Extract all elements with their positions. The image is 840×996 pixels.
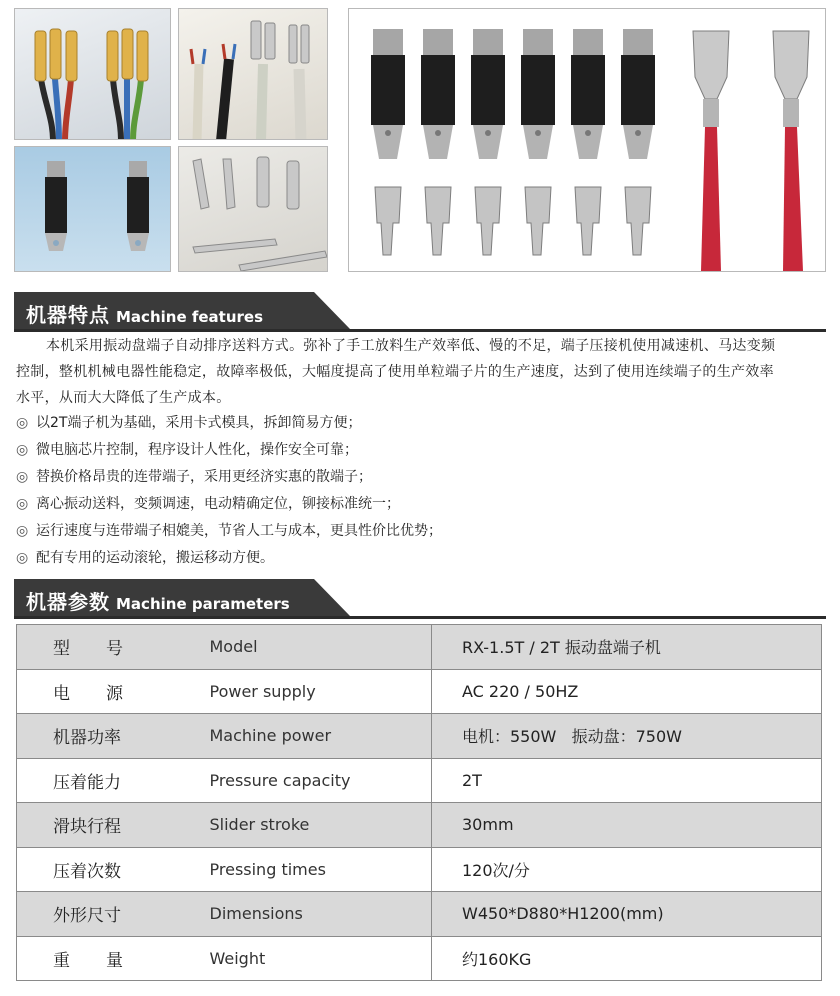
param-label-cn: 外形尺寸: [17, 892, 210, 937]
parameters-section-header: [14, 579, 826, 619]
parameters-title: [26, 586, 290, 615]
param-value: 120次/分: [432, 847, 822, 892]
param-label-cn: 压着次数: [17, 847, 210, 892]
param-value: W450*D880*H1200(mm): [432, 892, 822, 937]
table-row: [17, 669, 822, 714]
table-row: [17, 892, 822, 937]
param-value: 30mm: [432, 803, 822, 848]
param-value: 2T: [432, 758, 822, 803]
bullet-circle-icon: ◎: [16, 550, 29, 566]
param-label-en: Model: [210, 625, 432, 670]
param-label-en: Power supply: [210, 669, 432, 714]
bullet-circle-icon: ◎: [16, 496, 29, 512]
list-item: ◎ 离心振动送料，变频调速，电动精确定位，铆接标准统一；: [16, 491, 796, 518]
param-label-cn: 滑块行程: [17, 803, 210, 848]
features-title: [26, 299, 263, 328]
param-value: 电机：550W 振动盘：750W: [432, 714, 822, 759]
features-intro: 本机采用振动盘端子自动排序送料方式。弥补了手工放料生产效率低、慢的不足，端子压接机使用减速机、马达变频控制，整机机械电器性能稳定，故障率极低，大幅度提高了使用单粒端子片的生产速度，达到了使用连续端子的生产效率水平，从而大大降低了生产成本。: [16, 338, 776, 406]
param-label-en: Slider stroke: [210, 803, 432, 848]
photo-terminal-set: [348, 8, 826, 272]
list-item: ◎ 微电脑芯片控制，程序设计人性化，操作安全可靠；: [16, 437, 796, 464]
param-label-en: Pressing times: [210, 847, 432, 892]
table-row: [17, 758, 822, 803]
table-row: [17, 847, 822, 892]
param-value: RX-1.5T / 2T 振动盘端子机: [432, 625, 822, 670]
param-value: AC 220 / 50HZ: [432, 669, 822, 714]
bullet-circle-icon: ◎: [16, 415, 29, 431]
parameters-table: [16, 624, 822, 981]
bullet-circle-icon: ◎: [16, 523, 29, 539]
bullet-circle-icon: ◎: [16, 442, 29, 458]
param-label-cn: 型号: [53, 639, 159, 660]
list-item: ◎ 配有专用的运动滚轮，搬运移动方便。: [16, 545, 796, 572]
param-label-en: Weight: [210, 936, 432, 981]
param-label-cn: 重量: [53, 950, 159, 971]
param-label-cn: 压着能力: [17, 758, 210, 803]
list-item: ◎ 以2T端子机为基础，采用卡式模具，拆卸简易方便；: [16, 410, 796, 437]
table-row: [17, 714, 822, 759]
table-row: [17, 936, 822, 981]
parameters-title-cn: 机器参数: [26, 590, 110, 614]
param-label-en: Pressure capacity: [210, 758, 432, 803]
table-row: [17, 625, 822, 670]
table-row: [17, 803, 822, 848]
param-label-en: Dimensions: [210, 892, 432, 937]
param-label-en: Machine power: [210, 714, 432, 759]
photo-wire-terminals-yellow: [14, 8, 171, 140]
list-item: ◎ 替换价格昂贵的连带端子，采用更经济实惠的散端子；: [16, 464, 796, 491]
parameters-title-en: Machine parameters: [116, 595, 290, 613]
bullet-circle-icon: ◎: [16, 469, 29, 485]
photo-loose-terminals: [178, 146, 328, 272]
features-title-en: Machine features: [116, 308, 264, 326]
features-list: [16, 410, 796, 572]
param-value: 约160KG: [432, 936, 822, 981]
features-section-header: [14, 292, 826, 332]
list-item: ◎ 运行速度与连带端子相媲美，节省人工与成本，更具性价比优势；: [16, 518, 796, 545]
photo-terminal-lugs: [14, 146, 171, 272]
param-label-cn: 机器功率: [17, 714, 210, 759]
features-title-cn: 机器特点: [26, 303, 110, 327]
param-label-cn: 电源: [53, 683, 159, 704]
photo-cable-terminals: [178, 8, 328, 140]
